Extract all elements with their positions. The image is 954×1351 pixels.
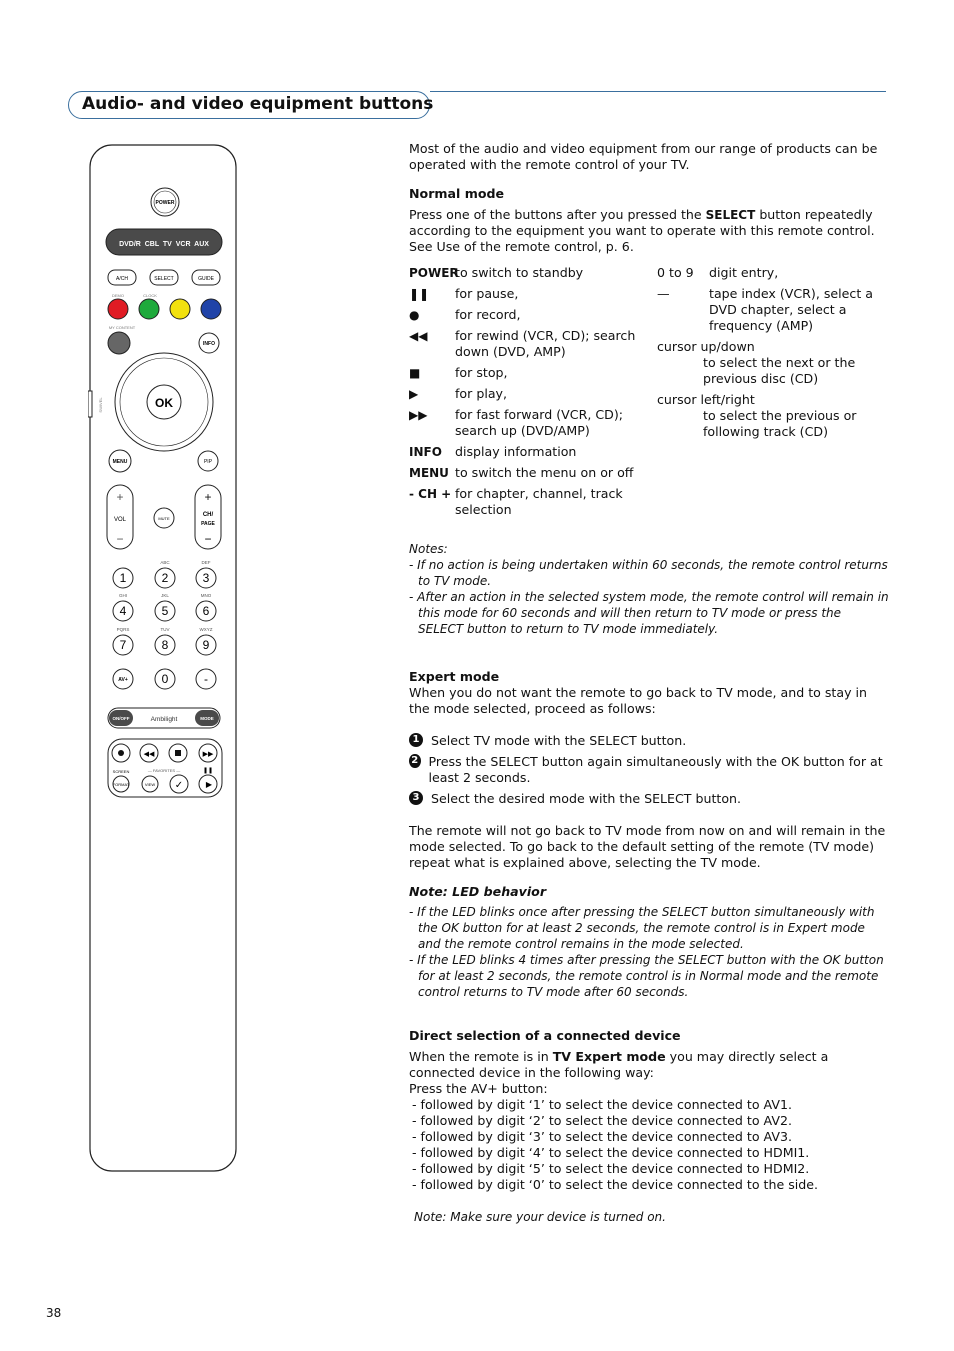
ch-plus: +: [204, 490, 212, 504]
page-title: Audio- and video equipment buttons: [82, 94, 434, 114]
guide-label: GUIDE: [198, 276, 214, 282]
button-description: to select the next or the previous disc (CD): [703, 355, 856, 386]
button-description: display information: [455, 444, 577, 459]
digit-letters: JKL: [161, 593, 169, 598]
remote-control-illustration: [88, 143, 238, 1173]
direct-selection-item: - followed by digit ‘1’ to select the device connected to AV1.: [412, 1097, 792, 1112]
direct-selection-list: [409, 1097, 889, 1193]
digit-label: -: [204, 672, 208, 686]
button-key: POWER: [409, 266, 459, 280]
ch-minus: −: [204, 532, 212, 546]
intro-paragraph: Most of the audio and video equipment from our range of products can be operated with the remote control of your TV.: [409, 141, 878, 172]
button-row: [409, 465, 649, 481]
button-row: [657, 392, 897, 440]
digit-letters: PQRS: [116, 627, 130, 632]
digit-label: 5: [161, 604, 169, 618]
svg-text:✓: ✓: [174, 780, 184, 791]
button-key: cursor up/down: [657, 339, 755, 354]
step-text: Select the desired mode with the SELECT button.: [431, 791, 742, 806]
digit-letters: MNO: [200, 593, 212, 598]
button-key: ■: [409, 366, 421, 380]
button-key: cursor left/right: [657, 392, 755, 407]
digit-label: 2: [161, 571, 169, 585]
mode-bar-labels: DVD/R CBL TV VCR AUX: [119, 241, 209, 248]
step-number: 1: [409, 733, 423, 747]
vol-minus: −: [116, 532, 124, 546]
button-table: [409, 265, 889, 525]
svg-text:❚❚: ❚❚: [202, 767, 214, 774]
button-key: 0 to 9: [657, 265, 694, 280]
expert-mode-heading: Expert mode: [409, 669, 500, 684]
page-number: 38: [46, 1306, 62, 1320]
button-row: [409, 365, 649, 381]
ambilight-mode-label: MODE: [200, 716, 214, 721]
vol-label: VOL: [113, 517, 127, 523]
direct-selection-heading: Direct selection of a connected device: [409, 1028, 681, 1043]
notes-label: Notes:: [409, 542, 448, 556]
power-label: POWER: [155, 200, 175, 206]
digit-letters: GHI: [118, 593, 128, 598]
menu-label: MENU: [112, 459, 128, 465]
direct-selection-item: - followed by digit ‘4’ to select the device connected to HDMI1.: [412, 1145, 810, 1160]
digit-letters: TUV: [160, 627, 170, 632]
digit-label: 9: [202, 638, 210, 652]
direct-selection-item: - followed by digit ‘0’ to select the device connected to the side.: [412, 1177, 819, 1192]
button-description: tape index (VCR), select a DVD chapter, select a frequency (AMP): [709, 286, 873, 333]
ch-label: CH/: [202, 512, 214, 518]
button-key: INFO: [409, 445, 442, 459]
digit-letters: DEF: [201, 560, 211, 565]
button-table-left: [409, 265, 649, 523]
mute-label: MUTE: [158, 516, 170, 521]
my-content-label: MY CONTENT: [108, 325, 136, 330]
button-description: for play,: [455, 386, 507, 401]
button-key: ❚❚: [409, 287, 430, 301]
pip-label: PIP: [203, 459, 213, 465]
digit-label: 8: [161, 638, 169, 652]
vol-plus: +: [116, 490, 124, 504]
digit-label: 3: [202, 571, 210, 585]
step-item: [409, 733, 889, 749]
button-description: for record,: [455, 307, 521, 322]
button-row: [409, 265, 649, 281]
button-key: —: [657, 286, 670, 301]
my-content-button: [108, 332, 130, 354]
step-item: [409, 754, 889, 786]
button-table-right: [657, 265, 897, 445]
digit-label: 4: [119, 604, 127, 618]
ambilight-label: Ambilight: [150, 716, 178, 723]
direct-selection-item: - followed by digit ‘2’ to select the device connected to AV2.: [412, 1113, 792, 1128]
button-description: for chapter, channel, track selection: [455, 486, 623, 517]
direct-selection-intro: When the remote is in TV Expert mode you may directly select a connected device in the following way:: [409, 1049, 829, 1080]
green-button: [139, 299, 159, 319]
ok-label: OK: [155, 396, 173, 410]
led-note-heading: Note: LED behavior: [409, 884, 547, 899]
button-description: for rewind (VCR, CD); search down (DVD, AMP): [455, 328, 636, 359]
button-description: to switch the menu on or off: [455, 465, 634, 480]
button-key: ◀◀: [409, 329, 428, 343]
expert-mode-steps: [409, 733, 889, 807]
view-label: VIEW: [144, 782, 156, 787]
button-description: to switch to standby: [455, 265, 584, 280]
digit-label: 7: [119, 638, 127, 652]
red-button: [108, 299, 128, 319]
button-row: [409, 486, 649, 518]
button-row: [657, 286, 897, 334]
svg-text:◀◀: ◀◀: [143, 750, 155, 758]
yellow-button: [170, 299, 190, 319]
normal-mode-paragraph: Press one of the buttons after you pressed the SELECT button repeatedly according to the equipment you want to operate with this remote control. See Use of the remote control, p. 6.: [409, 207, 875, 254]
format-label: FORMAT: [112, 782, 130, 787]
button-key: ●: [409, 308, 420, 322]
page-label: PAGE: [201, 521, 215, 527]
header-rule: [430, 91, 886, 92]
button-row: [409, 444, 649, 460]
button-key: ▶: [409, 387, 419, 401]
led-note-item: - If the LED blinks once after pressing the SELECT button simultaneously with the OK button for at least 2 seconds, the remote control is in Expert mode and the remote control remains in the mode selected.: [409, 905, 875, 951]
button-description: to select the previous or following track (CD): [703, 408, 857, 439]
note-item: - After an action in the selected system mode, the remote control will remain in this mode for 60 seconds and will then return to TV mode or press the SELECT button to return to TV mode immediately.: [409, 590, 889, 636]
screen-label: SCREEN: [112, 769, 130, 774]
button-row: [409, 328, 649, 360]
info-label: INFO: [203, 341, 215, 347]
favorites-label: — FAVORITES —: [147, 768, 181, 773]
button-key: ▶▶: [409, 408, 428, 422]
expert-mode-intro: When you do not want the remote to go back to TV mode, and to stay in the mode selected, proceed as follows:: [409, 685, 868, 716]
ach-label: A/CH: [116, 276, 128, 282]
button-row: [409, 407, 649, 439]
button-row: [409, 307, 649, 323]
svg-text:▶▶: ▶▶: [202, 750, 214, 758]
step-text: Select TV mode with the SELECT button.: [431, 733, 687, 748]
button-description: for stop,: [455, 365, 508, 380]
normal-mode-heading: Normal mode: [409, 186, 505, 201]
device-note: Note: Make sure your device is turned on.: [414, 1210, 666, 1224]
digit-letters: WXYZ: [199, 627, 213, 632]
digit-label: 6: [202, 604, 210, 618]
svg-text:▶: ▶: [205, 780, 213, 789]
button-row: [657, 265, 897, 281]
step-text: Press the SELECT button again simultaneously with the OK button for at least 2 seconds.: [428, 754, 883, 785]
digit-letters: ABC: [160, 560, 170, 565]
swivel-label: SWIVEL: [98, 397, 103, 413]
step-number: 3: [409, 791, 423, 805]
clock-label: CLOCK: [143, 293, 157, 298]
digit-label: 1: [119, 571, 127, 585]
demo-label: DEMO: [112, 293, 124, 298]
step-number: 2: [409, 754, 421, 768]
direct-selection-item: - followed by digit ‘5’ to select the device connected to HDMI2.: [412, 1161, 810, 1176]
button-key: MENU: [409, 466, 449, 480]
note-item: - If no action is being undertaken within 60 seconds, the remote control returns to TV mode.: [409, 558, 888, 588]
digit-label: AV+: [118, 677, 128, 683]
step-item: [409, 791, 889, 807]
button-row: [409, 286, 649, 302]
button-description: for pause,: [455, 286, 519, 301]
ambilight-onoff-label: ON/OFF: [112, 716, 130, 721]
button-description: for fast forward (VCR, CD); search up (DVD/AMP): [455, 407, 623, 438]
main-text: [409, 141, 889, 1225]
blue-button: [201, 299, 221, 319]
digit-label: 0: [161, 672, 169, 686]
led-note-item: - If the LED blinks 4 times after pressing the SELECT button with the OK button for at least 2 seconds, the remote control is in Normal mode and the remote control returns to TV mode after 60 seconds.: [409, 953, 884, 999]
button-key: - CH +: [409, 487, 452, 501]
direct-selection-item: - followed by digit ‘3’ to select the device connected to AV3.: [412, 1129, 792, 1144]
select-label: SELECT: [154, 276, 174, 282]
button-row: [657, 339, 897, 387]
direct-selection-press: Press the AV+ button:: [409, 1081, 548, 1096]
button-row: [409, 386, 649, 402]
button-description: digit entry,: [709, 265, 779, 280]
expert-mode-after: The remote will not go back to TV mode from now on and will remain in the mode selected. To go back to the default setting of the remote (TV mode) repeat what is explained above, selecting the TV mode.: [409, 823, 886, 870]
